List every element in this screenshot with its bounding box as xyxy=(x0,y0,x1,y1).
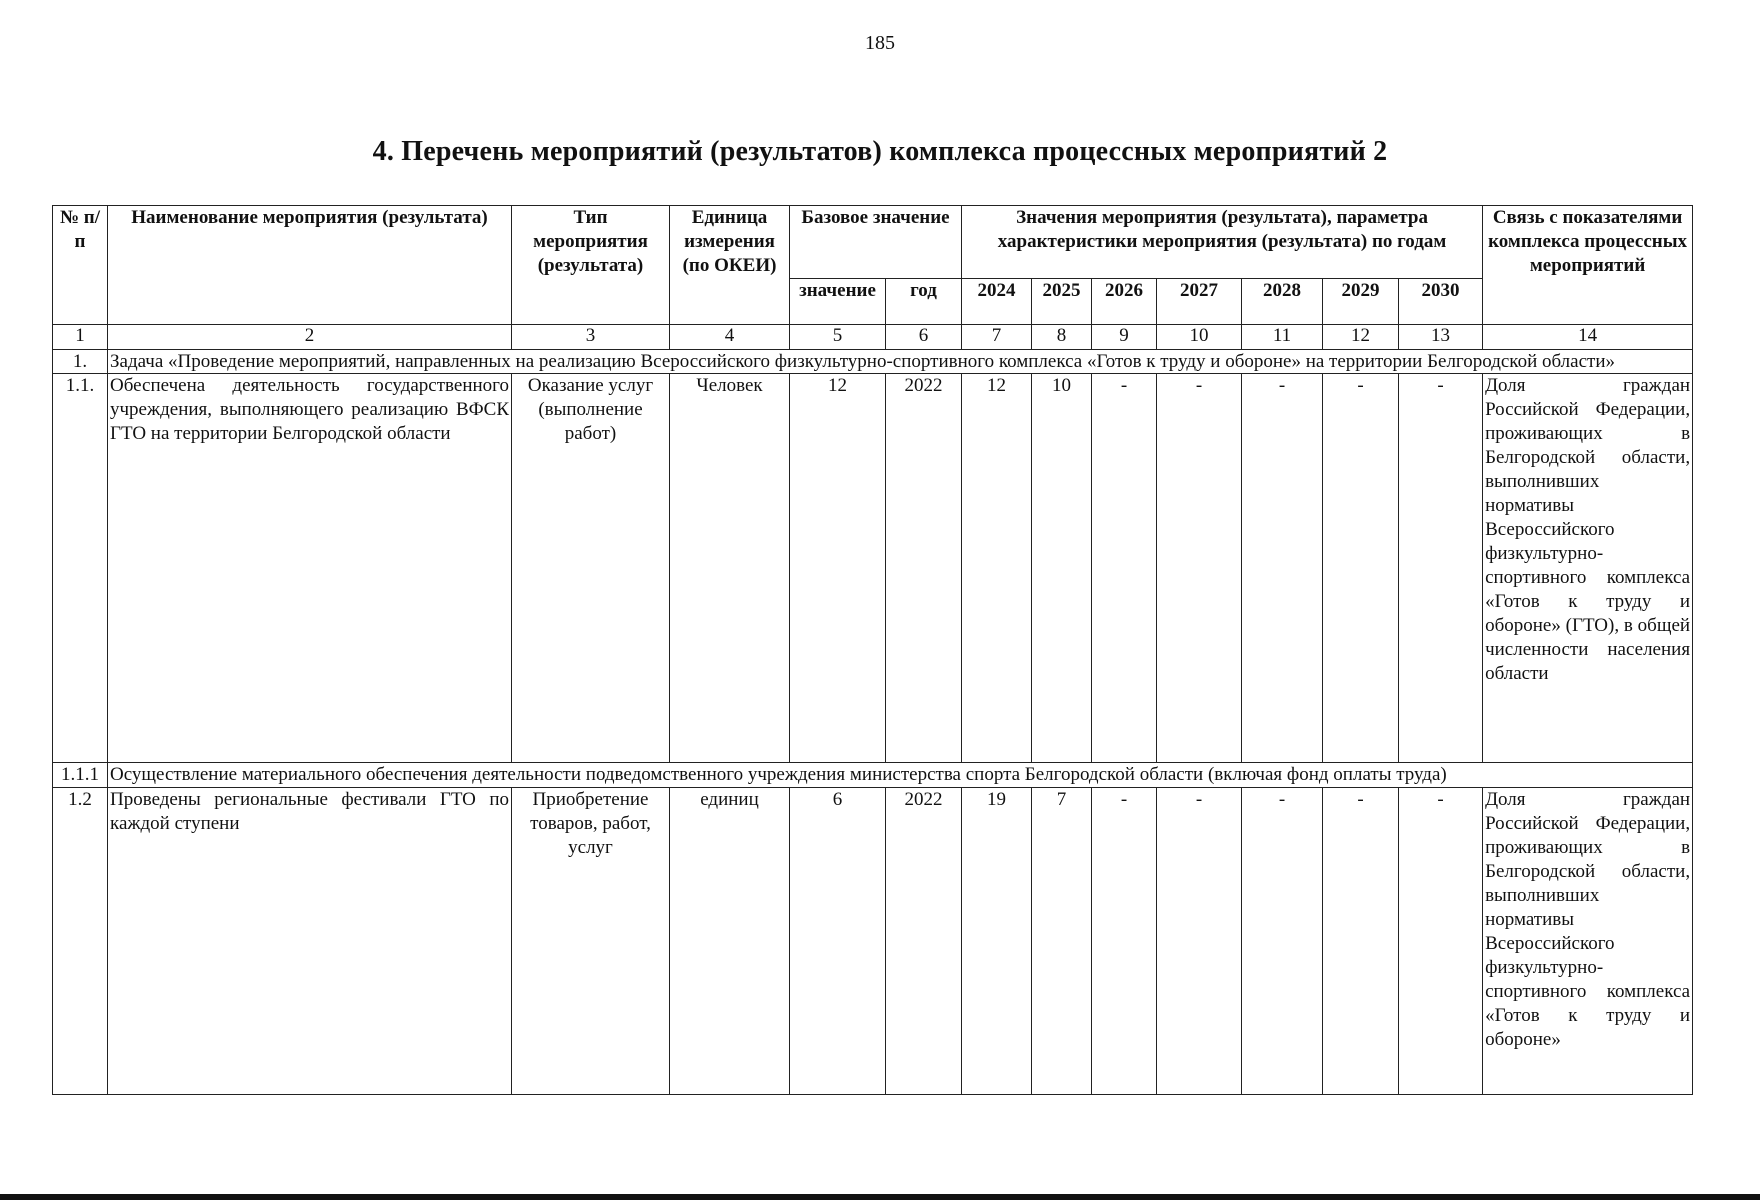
header-unit: Единица измерения (по ОКЕИ) xyxy=(670,206,790,325)
row-base-value: 6 xyxy=(790,788,886,1095)
header-year-2024: 2024 xyxy=(962,279,1032,325)
row-value-2030: - xyxy=(1399,374,1483,763)
column-number: 1 xyxy=(53,325,108,350)
row-value-2025: 10 xyxy=(1032,374,1092,763)
row-value-2026: - xyxy=(1092,374,1157,763)
subrow xyxy=(53,763,1693,788)
row-value-2026: - xyxy=(1092,788,1157,1095)
column-number: 14 xyxy=(1483,325,1693,350)
column-number: 2 xyxy=(108,325,512,350)
header-base-year: год xyxy=(886,279,962,325)
column-number: 4 xyxy=(670,325,790,350)
task-text: Задача «Проведение мероприятий, направленных на реализацию Всероссийского физкультурно-спортивного комплекса «Готов к труду и обороне» на территории Белгородской области» xyxy=(108,350,1693,374)
row-name: Обеспечена деятельность государственного учреждения, выполняющего реализацию ВФСК ГТО на территории Белгородской области xyxy=(108,374,512,763)
row-name: Проведены региональные фестивали ГТО по каждой ступени xyxy=(108,788,512,1095)
row-num: 1.1. xyxy=(53,374,108,763)
table-row xyxy=(53,788,1693,1095)
row-value-2028: - xyxy=(1242,374,1323,763)
row-base-year: 2022 xyxy=(886,374,962,763)
task-num: 1. xyxy=(53,350,108,374)
header-row-1 xyxy=(53,206,1693,279)
column-number: 13 xyxy=(1399,325,1483,350)
row-type: Оказание услуг (выполнение работ) xyxy=(512,374,670,763)
row-unit: Человек xyxy=(670,374,790,763)
row-base-value: 12 xyxy=(790,374,886,763)
header-link: Связь с показателями комплекса процессных мероприятий xyxy=(1483,206,1693,325)
events-table xyxy=(52,205,1693,1095)
row-value-2029: - xyxy=(1323,374,1399,763)
row-value-2025: 7 xyxy=(1032,788,1092,1095)
header-year-2028: 2028 xyxy=(1242,279,1323,325)
row-value-2030: - xyxy=(1399,788,1483,1095)
row-value-2029: - xyxy=(1323,788,1399,1095)
row-value-2027: - xyxy=(1157,374,1242,763)
row-value-2027: - xyxy=(1157,788,1242,1095)
column-number: 7 xyxy=(962,325,1032,350)
column-number: 12 xyxy=(1323,325,1399,350)
page-number: 185 xyxy=(865,32,895,54)
header-base: Базовое значение xyxy=(790,206,962,279)
row-num: 1.2 xyxy=(53,788,108,1095)
header-year-2030: 2030 xyxy=(1399,279,1483,325)
subrow-text: Осуществление материального обеспечения деятельности подведомственного учреждения министерства спорта Белгородской области (включая фонд оплаты труда) xyxy=(108,763,1693,788)
row-base-year: 2022 xyxy=(886,788,962,1095)
row-unit: единиц xyxy=(670,788,790,1095)
header-year-2027: 2027 xyxy=(1157,279,1242,325)
column-number: 5 xyxy=(790,325,886,350)
subrow-num: 1.1.1 xyxy=(53,763,108,788)
header-values-by-year: Значения мероприятия (результата), параметра характеристики мероприятия (результата) по годам xyxy=(962,206,1483,279)
column-number: 3 xyxy=(512,325,670,350)
row-value-2024: 19 xyxy=(962,788,1032,1095)
row-value-2028: - xyxy=(1242,788,1323,1095)
header-num: № п/п xyxy=(53,206,108,325)
document-title: 4. Перечень мероприятий (результатов) комплекса процессных мероприятий 2 xyxy=(372,136,1388,167)
table-row xyxy=(53,374,1693,763)
column-number: 11 xyxy=(1242,325,1323,350)
column-number: 6 xyxy=(886,325,962,350)
page-bottom-edge xyxy=(0,1194,1760,1200)
row-link: Доля граждан Российской Федерации, проживающих в Белгородской области, выполнивших нормативы Всероссийского физкультурно-спортивного комплекса «Готов к труду и обороне» xyxy=(1483,788,1693,1095)
row-value-2024: 12 xyxy=(962,374,1032,763)
header-year-2026: 2026 xyxy=(1092,279,1157,325)
column-number-row xyxy=(53,325,1693,350)
column-number: 9 xyxy=(1092,325,1157,350)
column-number: 10 xyxy=(1157,325,1242,350)
row-link: Доля граждан Российской Федерации, проживающих в Белгородской области, выполнивших нормативы Всероссийского физкультурно-спортивного комплекса «Готов к труду и обороне» (ГТО), в общей численности населения области xyxy=(1483,374,1693,763)
row-type: Приобретение товаров, работ, услуг xyxy=(512,788,670,1095)
header-base-value: значение xyxy=(790,279,886,325)
column-number: 8 xyxy=(1032,325,1092,350)
header-type: Тип мероприятия (результата) xyxy=(512,206,670,325)
header-year-2025: 2025 xyxy=(1032,279,1092,325)
header-year-2029: 2029 xyxy=(1323,279,1399,325)
header-name: Наименование мероприятия (результата) xyxy=(108,206,512,325)
task-row xyxy=(53,350,1693,374)
